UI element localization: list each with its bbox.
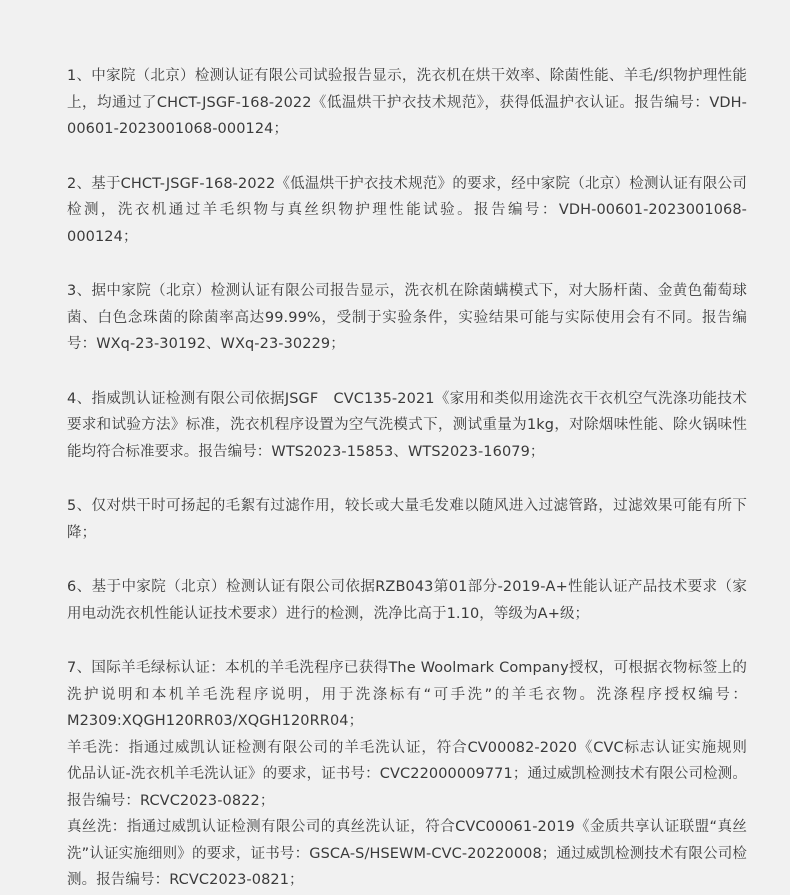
note-5: 5、仅对烘干时可扬起的毛絮有过滤作用，较长或大量毛发难以随风进入过滤管路，过滤效果可能有所下降； — [67, 498, 747, 541]
note-4: 4、指威凯认证检测有限公司依据JSGF CVC135-2021《家用和类似用途洗衣干衣机空气洗涤功能技术要求和试验方法》标准，洗衣机程序设置为空气洗模式下，测试重量为1kg，对除烟味性能、除火锅味性能均符合标准要求。报告编号：WTS2023-15853、WTS2023-16079； — [67, 390, 747, 460]
note-6: 6、基于中家院（北京）检测认证有限公司依据RZB043第01部分-2019-A+性能认证产品技术要求（家用电动洗衣机性能认证技术要求）进行的检测，洗净比高于1.10，等级为A+级； — [67, 579, 747, 622]
note-3: 3、据中家院（北京）检测认证有限公司报告显示，洗衣机在除菌螨模式下，对大肠杆菌、金黄色葡萄球菌、白色念珠菌的除菌率高达99.99%，受制于实验条件，实验结果可能与实际使用会有不同。报告编号：WXq-23-30192、WXq-23-30229； — [67, 283, 747, 352]
disclaimer-notes — [67, 63, 762, 894]
note-7-wool-wash: 羊毛洗：指通过威凯认证检测有限公司的羊毛洗认证，符合CV00082-2020《CVC标志认证实施规则 优品认证-洗衣机羊毛洗认证》的要求，证书号：CVC22000009771；通过威凯检测技术有限公司检测。报告编号：RCVC2023-0822； — [67, 739, 762, 809]
note-7-intro: 7、国际羊毛绿标认证：本机的羊毛洗程序已获得The Woolmark Company授权，可根据衣物标签上的洗护说明和本机羊毛洗程序说明，用于洗涤标有“可手洗”的羊毛衣物。洗涤程序授权编号：M2309:XQGH120RR03/XQGH120RR04； — [67, 660, 747, 729]
note-1: 1、中家院（北京）检测认证有限公司试验报告显示，洗衣机在烘干效率、除菌性能、羊毛/织物护理性能上，均通过了CHCT-JSGF-168-2022《低温烘干护衣技术规范》，获得低温护衣认证。报告编号：VDH-00601-2023001068-000124； — [67, 68, 747, 137]
note-7-silk-wash: 真丝洗：指通过威凯认证检测有限公司的真丝洗认证，符合CVC00061-2019《金质共享认证联盟“真丝洗”认证实施细则》的要求，证书号：GSCA-S/HSEWM-CVC-20220008；通过威凯检测技术有限公司检测。报告编号：RCVC2023-0821； — [67, 819, 747, 888]
note-2: 2、基于CHCT-JSGF-168-2022《低温烘干护衣技术规范》的要求，经中家院（北京）检测认证有限公司检测，洗衣机通过羊毛织物与真丝织物护理性能试验。报告编号：VDH-00601-2023001068-000124； — [67, 175, 747, 245]
